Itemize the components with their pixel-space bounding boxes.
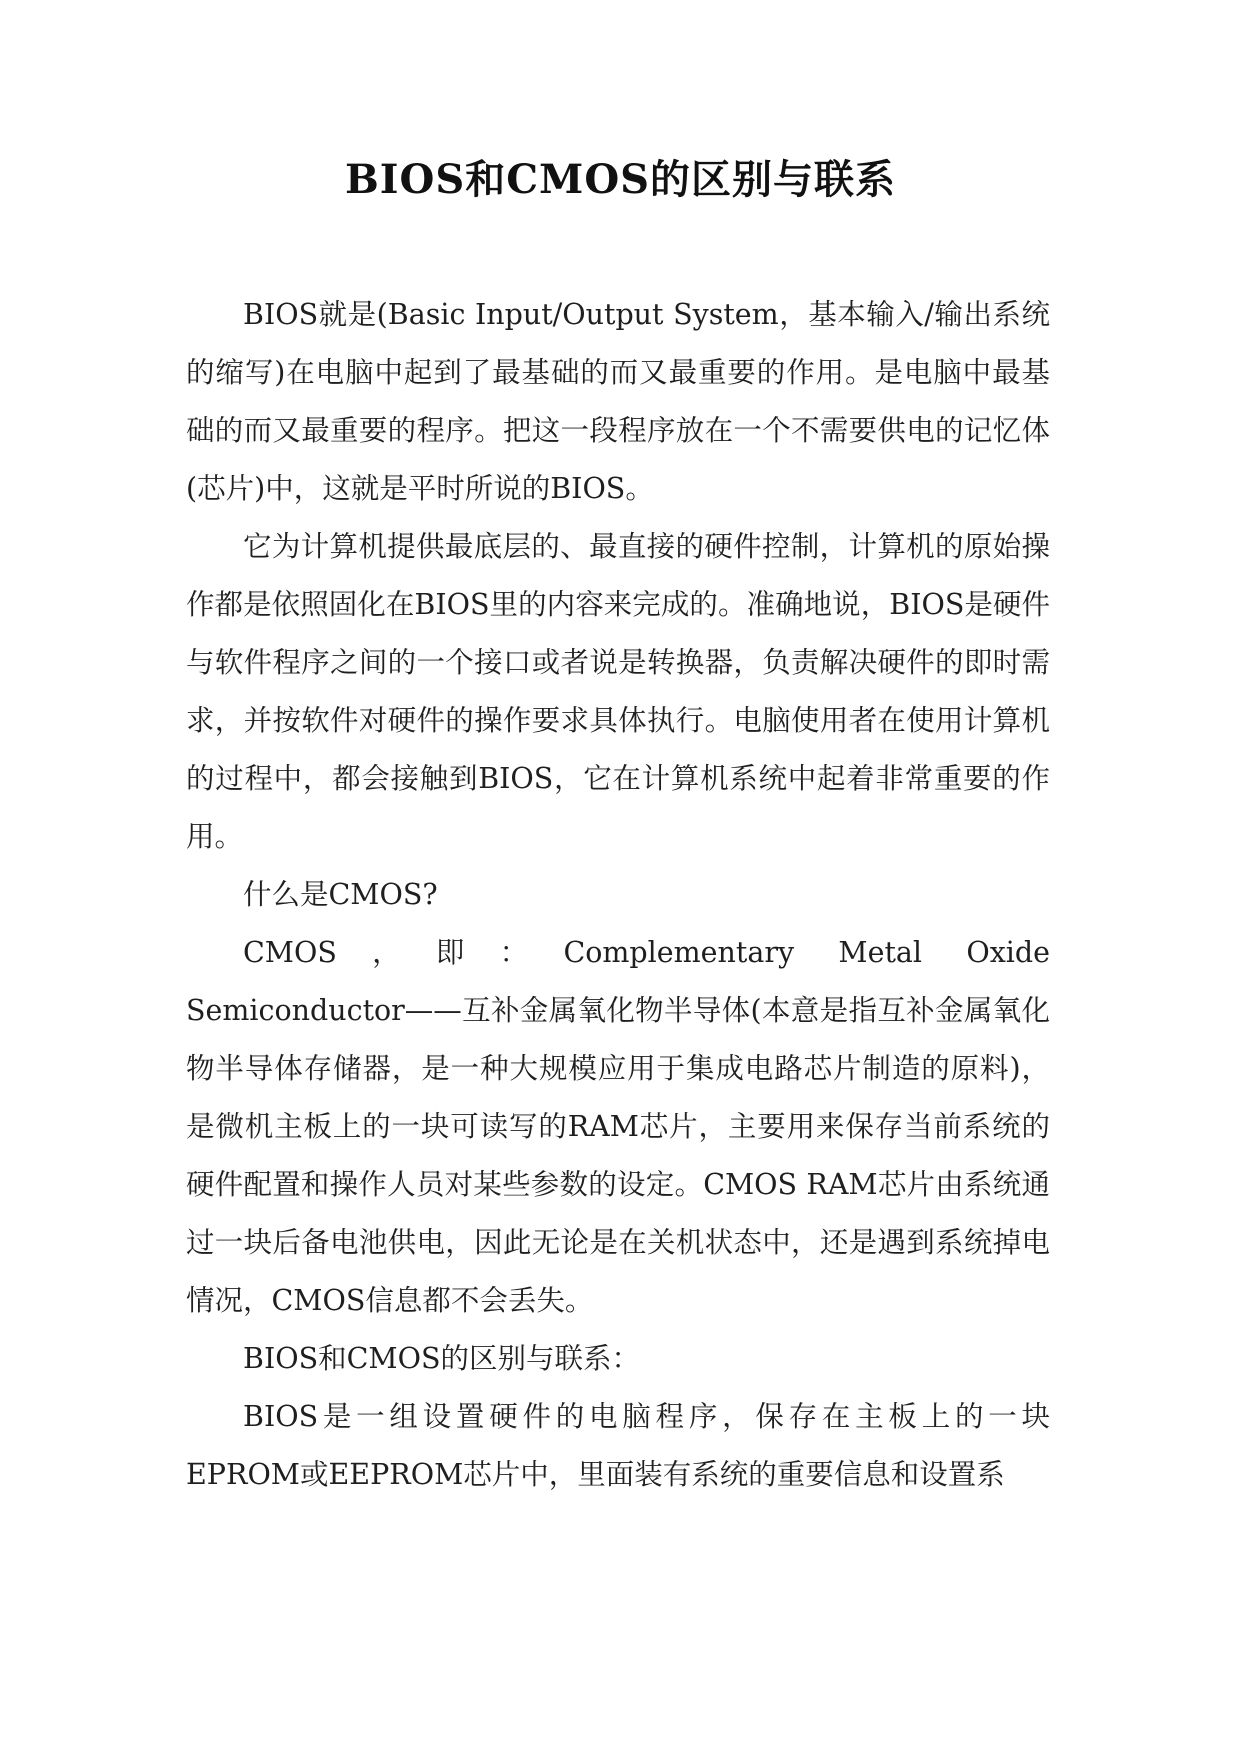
paragraph-bios-role: 它为计算机提供最底层的、最直接的硬件控制，计算机的原始操作都是依照固化在BIOS里的内容来完成的。准确地说，BIOS是硬件与软件程序之间的一个接口或者说是转换器，负责解决硬件的即时需求，并按软件对硬件的操作要求具体执行。电脑使用者在使用计算机的过程中，都会接触到BIOS，它在计算机系统中起着非常重要的作用。 xyxy=(186,530,1050,853)
document-title: BIOS和CMOS的区别与联系 xyxy=(344,156,897,203)
paragraph-cmos-question: 什么是CMOS? xyxy=(243,878,438,911)
paragraph-bios-definition: BIOS就是(Basic Input/Output System，基本输入/输出系统的缩写)在电脑中起到了最基础的而又最重要的作用。是电脑中最基础的而又最重要的程序。把这一段程序放在一个不需要供电的记忆体(芯片)中，这就是平时所说的BIOS。 xyxy=(186,298,1050,505)
paragraph-difference-heading: BIOS和CMOS的区别与联系： xyxy=(243,1342,640,1375)
document-body xyxy=(186,286,1050,1504)
paragraph-bios-program: BIOS是一组设置硬件的电脑程序，保存在主板上的一块EPROM或EEPROM芯片中，里面装有系统的重要信息和设置系 xyxy=(186,1400,1050,1491)
paragraph-cmos-definition: CMOS，即：Complementary Metal Oxide Semiconductor——互补金属氧化物半导体(本意是指互补金属氧化物半导体存储器，是一种大规模应用于集成电路芯片制造的原料)，是微机主板上的一块可读写的RAM芯片，主要用来保存当前系统的硬件配置和操作人员对某些参数的设定。CMOS RAM芯片由系统通过一块后备电池供电，因此无论是在关机状态中，还是遇到系统掉电情况，CMOS信息都不会丢失。 xyxy=(186,936,1051,1317)
